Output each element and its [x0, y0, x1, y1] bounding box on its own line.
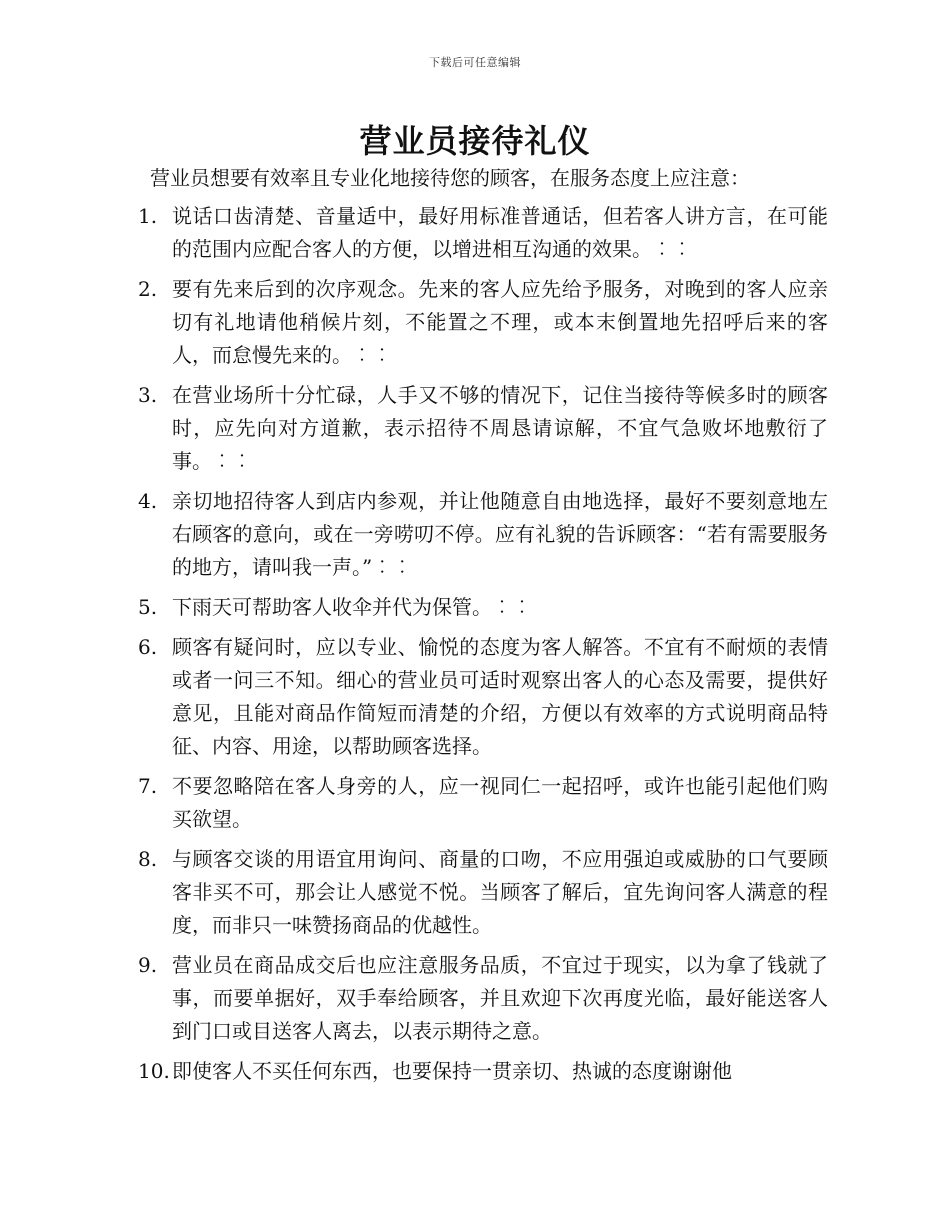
list-item	[138, 631, 828, 763]
list-item	[138, 1055, 828, 1088]
list-item-text: 下雨天可帮助客人收伞并代为保管。︰︰	[172, 595, 532, 619]
list-item-number: 8.	[138, 847, 158, 871]
list-item-number: 1.	[138, 204, 158, 228]
list-item-text: 在营业场所十分忙碌，人手又不够的情况下，记住当接待等候多时的顾客时，应先向对方道歉，表示招待不周恳请谅解，不宜气急败坏地敷衍了事。︰︰	[172, 383, 828, 473]
list-item-number: 2.	[138, 277, 158, 301]
etiquette-list	[138, 200, 828, 1095]
list-item-text: 说话口齿清楚、音量适中，最好用标准普通话，但若客人讲方言，在可能的范围内应配合客人的方便，以增进相互沟通的效果。︰︰	[172, 204, 828, 261]
list-item-text: 营业员在商品成交后也应注意服务品质，不宜过于现实，以为拿了钱就了事，而要单据好，双手奉给顾客，并且欢迎下次再度光临，最好能送客人到门口或目送客人离去，以表示期待之意。	[172, 953, 828, 1043]
list-item-text: 即使客人不买任何东西，也要保持一贯亲切、热诚的态度谢谢他	[172, 1059, 732, 1083]
list-item-text: 顾客有疑问时，应以专业、愉悦的态度为客人解答。不宜有不耐烦的表情或者一问三不知。细心的营业员可适时观察出客人的心态及需要，提供好意见，且能对商品作简短而清楚的介绍，方便以有效率的方式说明商品特征、内容、用途，以帮助顾客选择。	[172, 635, 828, 758]
list-item-number: 4.	[138, 489, 158, 513]
list-item-number: 10.	[138, 1059, 170, 1083]
header-note: 下载后可任意编辑	[429, 56, 521, 69]
intro-paragraph: 营业员想要有效率且专业化地接待您的顾客，在服务态度上应注意：	[150, 166, 750, 190]
list-item	[138, 200, 828, 266]
list-item	[138, 485, 828, 584]
list-item	[138, 949, 828, 1048]
list-item-text: 与顾客交谈的用语宜用询问、商量的口吻，不应用强迫或威胁的口气要顾客非买不可，那会让人感觉不悦。当顾客了解后，宜先询问客人满意的程度，而非只一味赞扬商品的优越性。	[172, 847, 828, 937]
list-item	[138, 379, 828, 478]
list-item-number: 9.	[138, 953, 158, 977]
list-item	[138, 591, 828, 624]
page-title: 营业员接待礼仪	[359, 122, 591, 160]
list-item-number: 3.	[138, 383, 158, 407]
list-item-number: 7.	[138, 774, 158, 798]
list-item	[138, 770, 828, 836]
list-item-text: 要有先来后到的次序观念。先来的客人应先给予服务，对晚到的客人应亲切有礼地请他稍候片刻，不能置之不理，或本末倒置地先招呼后来的客人，而怠慢先来的。︰︰	[172, 277, 828, 367]
list-item-text: 亲切地招待客人到店内参观，并让他随意自由地选择，最好不要刻意地左右顾客的意向，或在一旁唠叨不停。应有礼貌的告诉顾客：“若有需要服务的地方，请叫我一声。”︰︰	[172, 489, 828, 579]
list-item	[138, 273, 828, 372]
list-item-number: 6.	[138, 635, 158, 659]
list-item-text: 不要忽略陪在客人身旁的人，应一视同仁一起招呼，或许也能引起他们购买欲望。	[172, 774, 828, 831]
list-item-number: 5.	[138, 595, 158, 619]
list-item	[138, 843, 828, 942]
